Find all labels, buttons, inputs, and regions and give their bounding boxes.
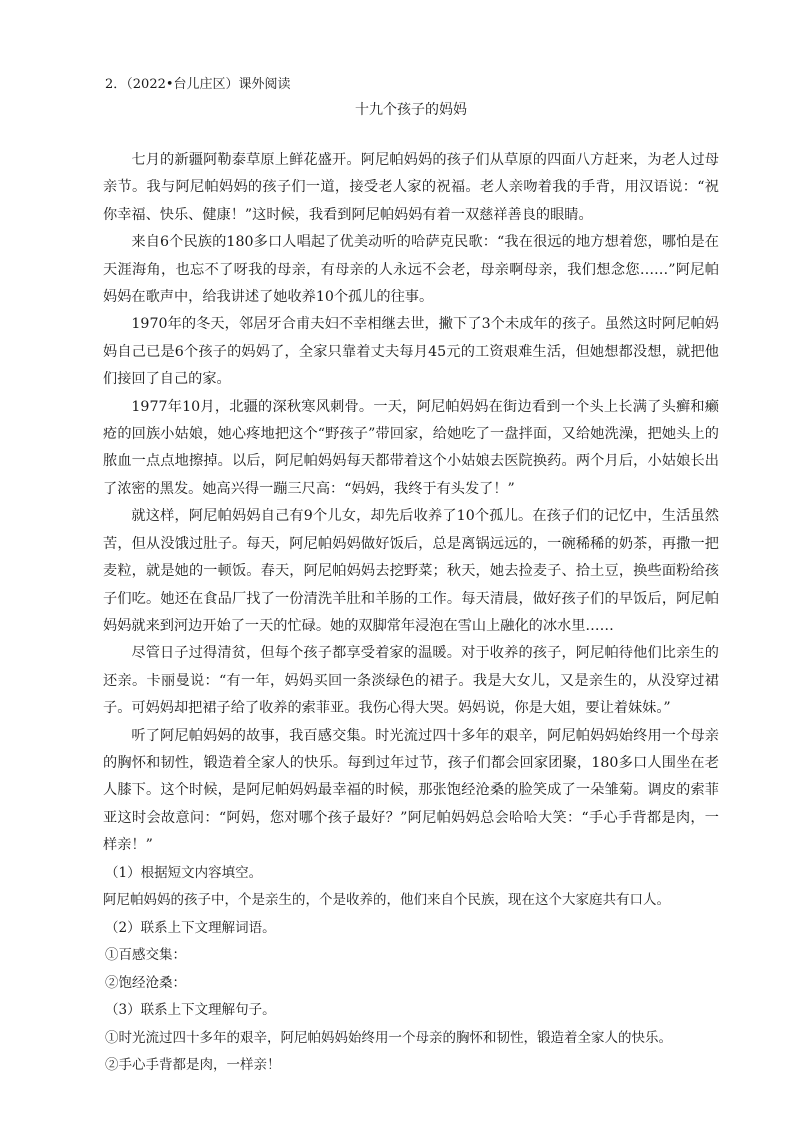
question-2-item-1: ①百感交集：: [105, 947, 186, 964]
paragraph-3: 1970年的冬天，邻居牙合甫夫妇不幸相继去世，撇下了3个未成年的孩子。虽然这时阿尼帕妈妈自己已是6个孩子的妈妈了，全家只靠着丈夫每月45元的工资艰难生活，但她想都没想，就把他们接回了自己的家。: [103, 316, 719, 388]
question-3-item-1: ①时光流过四十多年的艰辛，阿尼帕妈妈始终用一个母亲的胸怀和韧性，锻造着全家人的快乐。: [105, 1029, 672, 1046]
paragraph-1: 七月的新疆阿勒泰草原上鲜花盛开。阿尼帕妈妈的孩子们从草原的四面八方赶来，为老人过母亲节。我与阿尼帕妈妈的孩子们一道，接受老人家的祝福。老人亲吻着我的手背，用汉语说：“祝你幸福、快乐、健康！”这时候，我看到阿尼帕妈妈有着一双慈祥善良的眼睛。: [103, 152, 719, 223]
question-1-label: （1）根据短文内容填空。: [105, 864, 263, 881]
question-3-label: （3）联系上下文理解句子。: [105, 1002, 276, 1019]
paragraph-4: 1977年10月，北疆的深秋寒风刺骨。一天，阿尼帕妈妈在街边看到一个头上长满了头癣和癞疮的回族小姑娘，她心疼地把这个“野孩子”带回家，给她吃了一盘拌面，又给她洗澡，把她头上的脓血一点点地擦掉。以后，阿尼帕妈妈每天都带着这个小姑娘去医院换药。两个月后，小姑娘长出了浓密的黑发。她高兴得一蹦三尺高：“妈妈，我终于有头发了！”: [103, 398, 719, 497]
article-title: 十九个孩子的妈妈: [355, 102, 467, 118]
paragraph-6: 尽管日子过得清贫，但每个孩子都享受着家的温暖。对于收养的孩子，阿尼帕待他们比亲生的还亲。卡丽曼说：“有一年，妈妈买回一条淡绿色的裙子。我是大女儿，又是亲生的，从没穿过裙子。可妈妈却把裙子给了收养的索菲亚。我伤心得大哭。妈妈说，你是大姐，要让着妹妹。”: [103, 645, 719, 717]
question-header: 2．（2022•台儿庄区）课外阅读: [105, 77, 291, 92]
question-3-item-2: ②手心手背都是肉，一样亲！: [105, 1057, 281, 1074]
paragraph-2: 来自6个民族的180多口人唱起了优美动听的哈萨克民歌：“我在很远的地方想着您，哪怕是在天涯海角，也忘不了呀我的母亲，有母亲的人永远不会老，母亲啊母亲，我们想念您……”阿尼帕妈妈在歌声中，给我讲述了她收养10个孤儿的往事。: [103, 234, 719, 306]
question-1-text: 阿尼帕妈妈的孩子中，个是亲生的，个是收养的，他们来自个民族，现在这个大家庭共有口人。: [103, 892, 670, 909]
paragraph-5: 就这样，阿尼帕妈妈自己有9个儿女，却先后收养了10个孤儿。在孩子们的记忆中，生活虽然苦，但从没饿过肚子。每天，阿尼帕妈妈做好饭后，总是离锅远远的，一碗稀稀的奶茶，再撒一把麦粒，就是她的一顿饭。春天，阿尼帕妈妈去挖野菜；秋天，她去捡麦子、拾土豆，换些面粉给孩子们吃。她还在食品厂找了一份清洗羊肚和羊肠的工作。每天清晨，做好孩子们的早饭后，阿尼帕妈妈就来到河边开始了一天的忙碌。她的双脚常年浸泡在雪山上融化的冰水里……: [103, 508, 719, 634]
question-2-item-2: ②饱经沧桑：: [105, 974, 186, 991]
document-page: [103, 76, 719, 1080]
question-2-label: （2）联系上下文理解词语。: [105, 919, 276, 936]
paragraph-7: 听了阿尼帕妈妈的故事，我百感交集。时光流过四十多年的艰辛，阿尼帕妈妈始终用一个母亲的胸怀和韧性，锻造着全家人的快乐。每到过年过节，孩子们都会回家团聚，180多口人围坐在老人膝下。这个时候，是阿尼帕妈妈最幸福的时候，那张饱经沧桑的脸笑成了一朵雏菊。调皮的索菲亚这时会故意问：“阿妈，您对哪个孩子最好？”阿尼帕妈妈总会哈哈大笑：“手心手背都是肉，一样亲！”: [103, 727, 719, 854]
